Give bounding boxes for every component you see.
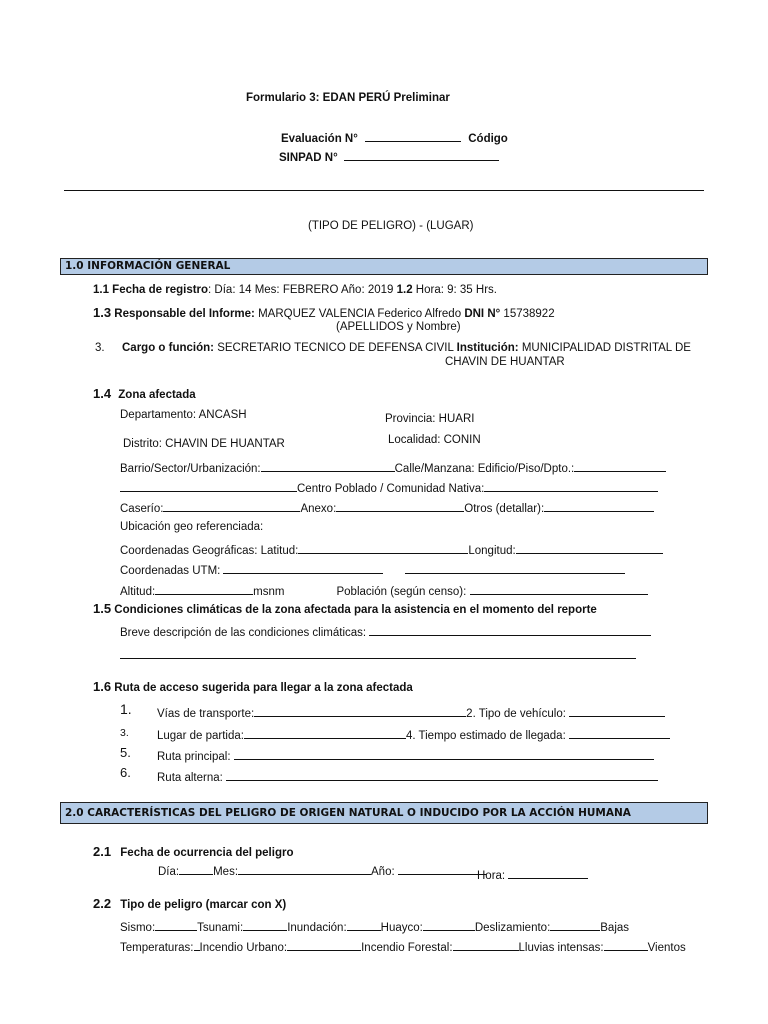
otros-field[interactable]: [544, 499, 654, 512]
ruta-item-1-number: 1.: [120, 701, 132, 717]
dni-value: 15738922: [503, 308, 555, 320]
tipo-peligro-heading: [93, 897, 286, 912]
barrio-field[interactable]: [261, 459, 395, 472]
ruta-item-5-number: 5.: [120, 745, 131, 760]
ruta-heading: [93, 680, 413, 695]
zona-number: 1.4: [93, 386, 112, 401]
sismo-label: Sismo:: [120, 922, 156, 934]
vias-label: Vías de transporte:: [157, 708, 255, 720]
fecha-ocurrencia-heading: [93, 845, 293, 860]
breve-label: Breve descripción de las condiciones climáticas:: [120, 627, 367, 639]
anexo-label: Anexo:: [300, 503, 337, 515]
tiempo-llegada-field[interactable]: [569, 726, 670, 739]
dia-field[interactable]: [179, 862, 213, 875]
dia-label: Día:: [158, 866, 180, 878]
coord-geo-line: [120, 541, 663, 558]
incendio-forestal-field[interactable]: [453, 938, 519, 951]
responsable-label: Responsable del Informe:: [114, 308, 255, 320]
ruta-item-1: [157, 704, 665, 721]
breve-field-2[interactable]: [120, 646, 636, 659]
responsable-sub: (APELLIDOS y Nombre): [336, 321, 461, 333]
breve-line: [120, 623, 651, 640]
calle-field[interactable]: [574, 459, 666, 472]
msnm-label: msnm: [253, 586, 285, 598]
lluvias-label: Lluvias intensas:: [518, 942, 604, 954]
fecha-registro-label: 1.1 Fecha de registro: [93, 284, 209, 296]
cargo-label: Cargo o función:: [122, 342, 214, 354]
centro-poblado-label: Centro Poblado / Comunidad Nativa:: [297, 483, 485, 495]
cargo-number: 3.: [95, 342, 105, 354]
tipo-vehiculo-field[interactable]: [569, 704, 665, 717]
tipo-peligro-label: Tipo de peligro (marcar con X): [120, 899, 287, 911]
ruta-principal-label: Ruta principal:: [157, 751, 231, 763]
centro-poblado-field[interactable]: [484, 479, 658, 492]
cargo-value: SECRETARIO TECNICO DE DEFENSA CIVIL: [217, 342, 454, 354]
ruta-item-6-number: 6.: [120, 765, 131, 780]
breve-field[interactable]: [369, 623, 651, 636]
section-2-header: 2.0 CARACTERÍSTICAS DEL PELIGRO DE ORIGEN NATURAL O INDUCIDO POR LA ACCIÓN HUMANA: [60, 802, 708, 824]
tsunami-label: Tsunami:: [197, 922, 244, 934]
calle-label: Calle/Manzana: Edificio/Piso/Dpto.:: [394, 463, 575, 475]
cargo-line: [122, 341, 691, 355]
hora-value: Hora: 9: 35 Hrs.: [412, 284, 497, 296]
longitud-field[interactable]: [516, 541, 663, 554]
altitud-line: [120, 582, 648, 599]
caserio-label: Caserío:: [120, 503, 164, 515]
incendio-urbano-label: Incendio Urbano:: [199, 942, 288, 954]
latitud-label: Coordenadas Geográficas: Latitud:: [120, 545, 299, 557]
vientos-label: Vientos: [647, 942, 686, 954]
responsable-number: 1.3: [93, 305, 112, 320]
deslizamiento-field[interactable]: [550, 918, 600, 931]
barrio-line: [120, 459, 666, 476]
caserio-line: [120, 499, 654, 516]
lluvias-field[interactable]: [604, 938, 648, 951]
tiempo-llegada-label: 4. Tiempo estimado de llegada:: [405, 730, 566, 742]
fecha-ocurrencia-label: Fecha de ocurrencia del peligro: [120, 847, 294, 859]
utm-label: Coordenadas UTM:: [120, 565, 221, 577]
barrio-label: Barrio/Sector/Urbanización:: [120, 463, 261, 475]
incendio-forestal-label: Incendio Forestal:: [361, 942, 453, 954]
ruta-principal-field[interactable]: [234, 747, 654, 760]
ubicacion-label: Ubicación geo referenciada:: [120, 521, 264, 533]
altitud-field[interactable]: [155, 582, 253, 595]
longitud-label: Longitud:: [468, 545, 516, 557]
fecha-ocurrencia-line: [158, 862, 486, 879]
zona-label: Zona afectada: [118, 389, 196, 401]
localidad: Localidad: CONIN: [388, 434, 481, 446]
clima-heading: [93, 602, 597, 617]
centro-poblado-field-left[interactable]: [120, 479, 297, 492]
mes-field[interactable]: [238, 862, 371, 875]
provincia: Provincia: HUARI: [385, 413, 475, 425]
fecha-registro-value: : Día: 14 Mes: FEBRERO Año: 2019: [208, 284, 397, 296]
inundacion-label: Inundación:: [287, 922, 347, 934]
form-title: Formulario 3: EDAN PERÚ Preliminar: [246, 92, 450, 104]
ruta-item-5: [157, 747, 654, 764]
evaluacion-label: Evaluación N°: [281, 133, 358, 145]
responsable-value: MARQUEZ VALENCIA Federico Alfredo: [258, 308, 462, 320]
lugar-partida-label: Lugar de partida:: [157, 730, 244, 742]
distrito: Distrito: CHAVIN DE HUANTAR: [123, 438, 285, 450]
incendio-urbano-field[interactable]: [287, 938, 361, 951]
sinpad-line: [279, 148, 499, 165]
vias-field[interactable]: [254, 704, 466, 717]
evaluacion-field[interactable]: [365, 129, 461, 142]
sinpad-label: SINPAD N°: [279, 152, 338, 164]
caserio-field[interactable]: [163, 499, 300, 512]
mes-label: Mes:: [213, 866, 239, 878]
header-divider: [64, 190, 704, 191]
hora-ocurrencia-label: Hora:: [477, 870, 506, 882]
zona-heading: [93, 387, 196, 402]
ruta-number: 1.6: [93, 679, 112, 694]
huayco-label: Huayco:: [380, 922, 423, 934]
tipo-lugar: (TIPO DE PELIGRO) - (LUGAR): [308, 220, 474, 232]
sinpad-field[interactable]: [344, 148, 499, 161]
departamento: Departamento: ANCASH: [120, 409, 247, 421]
ruta-item-6: [157, 768, 658, 785]
inundacion-field[interactable]: [347, 918, 381, 931]
bajas-label: Bajas: [600, 922, 630, 934]
anio-field[interactable]: [398, 862, 486, 875]
ruta-label: Ruta de acceso sugerida para llegar a la zona afectada: [114, 682, 413, 694]
tipo-peligro-row-2: [120, 938, 686, 955]
anexo-field[interactable]: [336, 499, 464, 512]
centro-poblado-line: [120, 479, 658, 496]
tipo-peligro-number: 2.2: [93, 896, 112, 911]
utm-field-1[interactable]: [223, 561, 383, 574]
hora-ocurrencia-line: [477, 866, 588, 883]
anio-label: Año:: [371, 866, 395, 878]
responsable-line: [93, 306, 555, 321]
hora-ocurrencia-field[interactable]: [508, 866, 588, 879]
breve-line-2: [120, 646, 636, 663]
clima-number: 1.5: [93, 601, 112, 616]
evaluacion-line: [281, 129, 508, 146]
latitud-field[interactable]: [298, 541, 468, 554]
institucion-value-2: CHAVIN DE HUANTAR: [445, 356, 565, 368]
fecha-ocurrencia-number: 2.1: [93, 844, 112, 859]
deslizamiento-label: Deslizamiento:: [474, 922, 551, 934]
hora-label: 1.2: [396, 284, 413, 296]
huayco-field[interactable]: [423, 918, 475, 931]
ruta-alterna-field[interactable]: [226, 768, 658, 781]
coord-utm-line: [120, 561, 625, 578]
institucion-label: Institución:: [456, 342, 519, 354]
codigo-label: Código: [468, 133, 508, 145]
utm-field-2[interactable]: [405, 561, 625, 574]
temperaturas-label: Temperaturas:: [120, 942, 194, 954]
tipo-vehiculo-label: 2. Tipo de vehículo:: [466, 708, 566, 720]
institucion-value: MUNICIPALIDAD DISTRITAL DE: [521, 342, 691, 354]
tipo-peligro-row-1: [120, 918, 629, 935]
section-1-header: 1.0 INFORMACIÓN GENERAL: [60, 258, 708, 275]
sismo-field[interactable]: [155, 918, 197, 931]
otros-label: Otros (detallar):: [464, 503, 545, 515]
poblacion-field[interactable]: [470, 582, 648, 595]
ruta-alterna-label: Ruta alterna:: [157, 772, 223, 784]
clima-label: Condiciones climáticas de la zona afectada para la asistencia en el momento del reporte: [114, 604, 597, 616]
dni-label: DNI N°: [464, 308, 501, 320]
poblacion-label: Población (según censo):: [336, 586, 467, 598]
lugar-partida-field[interactable]: [244, 726, 406, 739]
ruta-item-3: [157, 726, 670, 743]
altitud-label: Altitud:: [120, 586, 156, 598]
ruta-item-3-number: 3.: [120, 727, 129, 739]
tsunami-field[interactable]: [243, 918, 287, 931]
fecha-registro-line: [93, 283, 497, 297]
